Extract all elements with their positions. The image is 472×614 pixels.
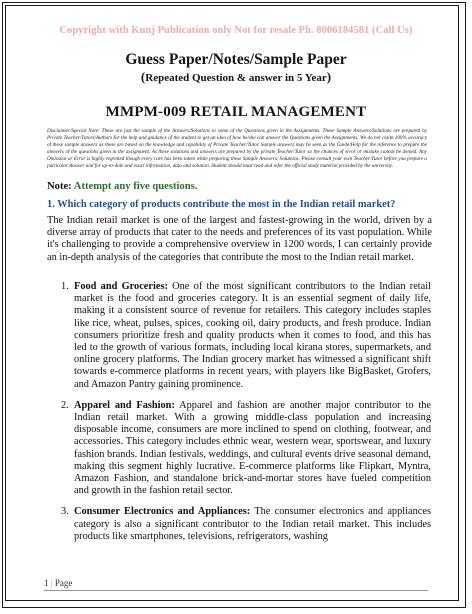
copyright-banner: Copyright with Kunj Publication only Not for resale Ph. 8006184581 (Call Us) [59, 25, 413, 36]
list-item-number: 2. [61, 399, 69, 411]
list-item [61, 281, 431, 391]
subtitle-text: Repeated Question & answer in 5 Year [145, 72, 327, 84]
disclaimer-paragraph: Disclaimer/Special Note: These are just the sample of the Answers/Solutions to some of the Questions given in the Assignments. These Sample Answers/Solutions are prepared by Private Teacher/Tutors/Authors for the help and guidance of the student to get an idea of how he/she can answer the Questions given the Assignments. We do not claim 100% accuracy of these sample answers as these are based on the knowledge and capability of Private Teacher/Tutor. Sample answers may be seen as the Guide/Help for the reference to prepare the answers of the questions given in the assignment. As these solutions and answers are prepared by the private Teacher/Tutor so the chances of error or mistake cannot be denied. Any Omission or Error is highly regretted though every care has been taken while preparing these Sample Answers/ Solutions. Please consult your own Teacher/Tutor before you prepare a particular Answer and for up-to-date and exact information, data and solution. Student should must read and refer the official study material provided by the university. [47, 128, 427, 169]
list-item-number: 3. [61, 506, 69, 518]
document-title: Guess Paper/Notes/Sample Paper [125, 51, 347, 68]
note-text: Attempt any five questions. [73, 181, 198, 192]
list-item [61, 400, 431, 498]
list-item-heading: Food and Groceries: [74, 281, 168, 292]
list-item-number: 1. [61, 281, 69, 292]
page-label: Page [54, 578, 73, 588]
list-item-heading: Apparel and Fashion: [74, 399, 175, 411]
subtitle-close-paren: ) [326, 69, 332, 84]
intro-paragraph: The Indian retail market is one of the largest and fastest-growing in the world, driven by a diverse array of products that cater to the needs and preferences of its vast population. While it's challenging to provide a comprehensive overview in 1200 words, I can certainly provide an in-depth analysis of the categories that contribute the most to the Indian retail market. [47, 215, 432, 263]
list-item-body: The consumer electronics and appliances category is also a significant contributor to the Indian retail market. This includes products like smartphones, televisions, refrigerators, washing [74, 506, 431, 542]
question-heading: 1. Which category of products contribute the most in the Indian retail market? [47, 199, 396, 210]
list-item-body: One of the most significant contributors to the Indian retail market is the food and groceries category. It is an essential segment of daily life, making it a consistent source of revenue for retailers. This category includes staples like rice, wheat, pulses, spices, cooking oil, dairy products, and fresh produce. Indian consumers prioritize fresh and quality products when it comes to food, and this has led to the growth of various formats, including local kirana stores, supermarkets, and online grocery platforms. The Indian grocery market has witnessed a significant shift towards e-commerce platforms in recent years, with players like BigBasket, Grofers, and Amazon Pantry gaining prominence. [74, 281, 432, 390]
answer-list [61, 281, 431, 552]
document-subtitle [0, 69, 472, 85]
footer-separator: | [48, 578, 55, 588]
page-number: 1 [44, 578, 49, 588]
course-heading: MMPM-009 RETAIL MANAGEMENT [105, 104, 367, 120]
list-item-body: Apparel and fashion are another major contributor to the Indian retail market. With a growing middle-class population and increasing disposable income, consumers are more inclined to spend on clothing, footwear, and accessories. This category includes ethnic wear, western wear, sportswear, and luxury fashion brands. Indian festivals, weddings, and cultural events drive seasonal demand, making this segment highly lucrative. E-commerce platforms like Flipkart, Myntra, Amazon Fashion, and standalone brick-and-mortar stores have fueled competition and growth in the fashion retail sector. [74, 399, 431, 497]
note-label: Note: [47, 181, 72, 192]
subtitle-open-paren: ( [140, 69, 146, 84]
list-item-heading: Consumer Electronics and Appliances: [74, 506, 251, 518]
list-item [61, 506, 431, 543]
page-footer [44, 578, 72, 588]
footer-divider [44, 590, 428, 591]
note-line [47, 181, 197, 192]
